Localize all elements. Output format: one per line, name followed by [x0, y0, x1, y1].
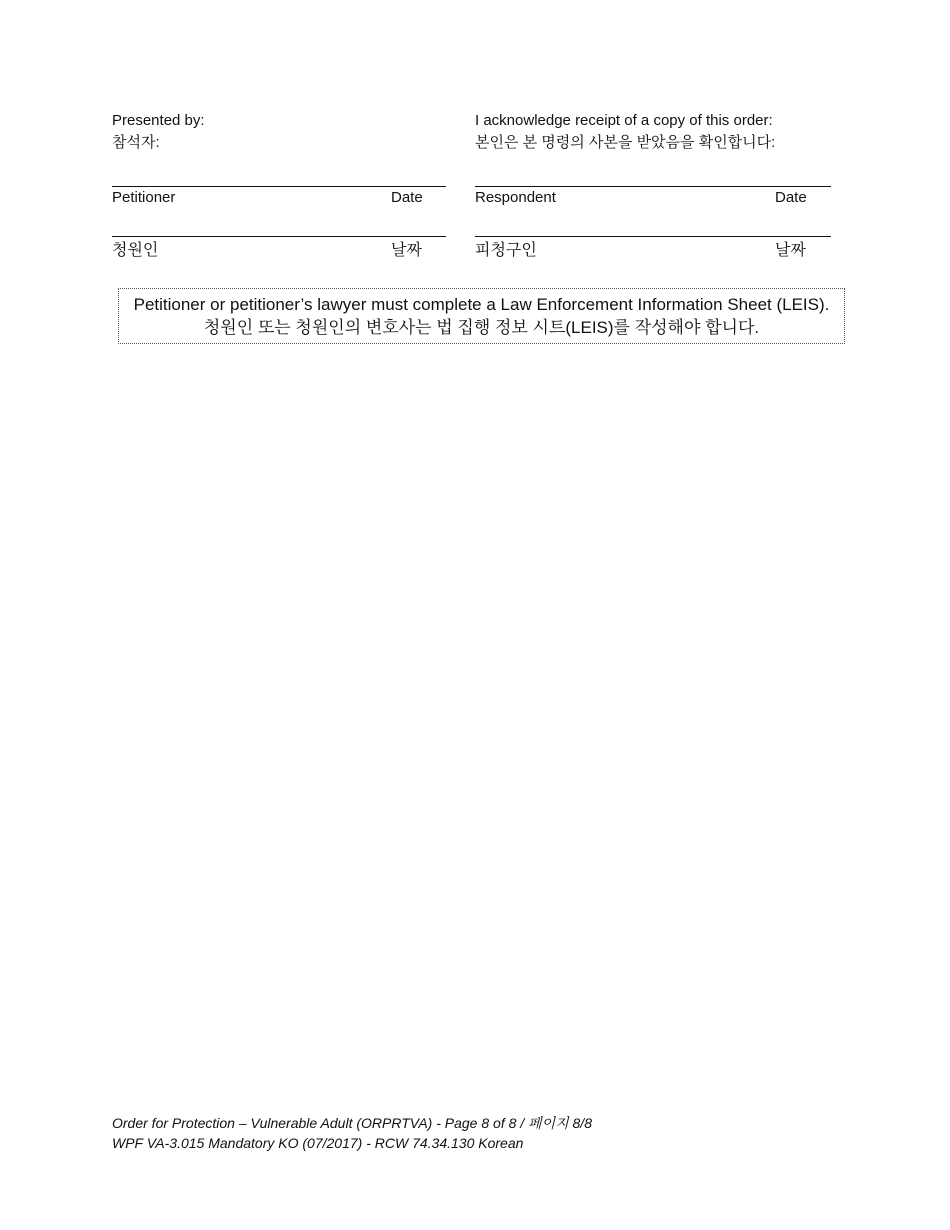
respondent-date-label: Date — [775, 189, 807, 206]
leis-notice-box — [118, 288, 845, 344]
petitioner-signature-line-korean[interactable] — [112, 236, 446, 237]
petitioner-date-label-korean: 날짜 — [391, 242, 422, 259]
respondent-signature-line-korean[interactable] — [475, 236, 831, 237]
petitioner-label: Petitioner — [112, 189, 176, 206]
presented-by-label-korean: 참석자: — [112, 134, 160, 151]
petitioner-signature-line[interactable] — [112, 186, 446, 187]
footer-form-code: WPF VA-3.015 Mandatory KO (07/2017) - RCW 74.34.130 Korean — [112, 1135, 524, 1151]
presented-by-label: Presented by: — [112, 112, 205, 129]
leis-notice-text: Petitioner or petitioner’s lawyer must complete a Law Enforcement Information Sheet (LEIS). — [133, 295, 830, 314]
respondent-label: Respondent — [475, 189, 556, 206]
respondent-date-label-korean: 날짜 — [775, 242, 806, 259]
footer-form-title: Order for Protection – Vulnerable Adult (ORPRTVA) - Page 8 of 8 / 페이지 8/8 — [112, 1115, 592, 1131]
petitioner-label-korean: 청원인 — [112, 242, 159, 259]
petitioner-date-label: Date — [391, 189, 423, 206]
respondent-signature-line[interactable] — [475, 186, 831, 187]
acknowledge-receipt-label: I acknowledge receipt of a copy of this order: — [475, 112, 773, 129]
respondent-label-korean: 피청구인 — [475, 242, 537, 259]
acknowledge-receipt-label-korean: 본인은 본 명령의 사본을 받았음을 확인합니다: — [475, 134, 776, 151]
leis-notice-text-korean: 청원인 또는 청원인의 변호사는 법 집행 정보 시트(LEIS)를 작성해야 합니다. — [203, 318, 760, 337]
